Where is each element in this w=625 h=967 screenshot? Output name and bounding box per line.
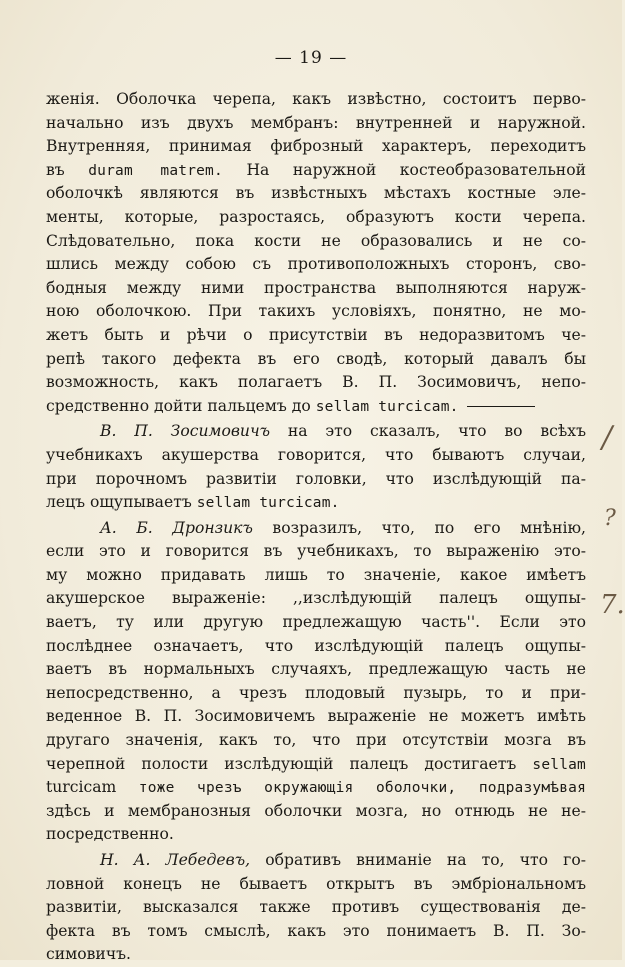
text-line: ловной конецъ не бываетъ открытъ въ эмбріональномъ [46, 874, 586, 893]
text-line: Внутренняя, принимая фиброзный характеръ, переходитъ [46, 137, 586, 156]
text-line: посредственно. [46, 825, 174, 844]
text-line: ваетъ въ нормальныхъ случаяхъ, предлежащую часть не [46, 660, 586, 679]
paragraph [46, 517, 586, 847]
text-line: если это и говорится въ учебникахъ, то выраженію это- [46, 542, 586, 561]
page-number: — 19 — [274, 48, 348, 68]
latin-term: тоже чрезъ окружающія оболочки, подразумѣвая [116, 780, 586, 797]
text-line: жетъ быть и рѣчи о присутствіи въ недоразвитомъ че- [46, 325, 586, 344]
text-line: акушерское выраженіе: ,,изслѣдующій палецъ ощупы- [46, 589, 586, 608]
paragraph [46, 849, 586, 967]
text-line: му можно придавать лишь то значеніе, какое имѣетъ [46, 565, 586, 584]
latin-term: duram matrem. [88, 162, 223, 179]
text-line: turcicam тоже чрезъ окружающія оболочки, подразумѣвая [46, 778, 586, 797]
text-line: веденное В. П. Зосимовичемъ выраженіе не можетъ имѣть [46, 707, 586, 726]
paragraph [46, 88, 586, 418]
text-line: при порочномъ развитіи головки, что изслѣдующій па- [46, 469, 586, 488]
text-line: въ duram matrem. На наружной костеобразовательной [46, 160, 586, 179]
margin-mark: / [602, 420, 613, 455]
text-line: начально изъ двухъ мембранъ: внутренней и наружной. [46, 113, 586, 132]
line-filler-rule [467, 406, 535, 407]
text-line: женія. Оболочка черепа, какъ извѣстно, состоитъ перво- [46, 90, 586, 108]
document-body [46, 88, 586, 967]
text-line: Слѣдовательно, пока кости не образовались и не со- [46, 231, 586, 250]
text-line: развитіи, высказался также противъ существованія де- [46, 898, 586, 917]
text-line: лецъ ощупываетъ sellam turcicam. [46, 493, 340, 512]
text-line: здѣсь и мембранозныя оболочки мозга, но отнюдь не не- [46, 801, 586, 820]
text-line: В. П. Зосимовичъ на это сказалъ, что во всѣхъ [100, 422, 587, 441]
latin-term: sellam turcicam. [196, 495, 340, 512]
latin-term: sellam turcicam. [315, 398, 459, 415]
text-line: симовичъ. [46, 945, 132, 964]
text-line: непосредственно, а чрезъ плодовый пузырь, то и при- [46, 683, 586, 702]
text-line: А. Б. Дронзикъ возразилъ, что, по его мнѣнію, [100, 518, 586, 537]
text-line: средственно дойти пальцемъ до sellam turcicam. [46, 395, 586, 419]
text-line: шлись между собою съ противоположныхъ сторонъ, сво- [46, 255, 586, 274]
text-line: черепной полости изслѣдующій палецъ достигаетъ sellam [46, 754, 586, 773]
text-line: ною оболочкою. При такихъ условіяхъ, понятно, не мо- [46, 302, 586, 321]
text-line: другаго значенія, какъ то, что при отсутствіи мозга въ [46, 731, 586, 750]
text-line: послѣднее означаетъ, что изслѣдующій палецъ ощупы- [46, 636, 586, 655]
text-line: учебникахъ акушерства говорится, что бываютъ случаи, [46, 445, 586, 464]
latin-term: sellam [532, 756, 586, 773]
speaker-name: В. П. Зосимовичъ [100, 422, 271, 441]
paragraph [46, 420, 586, 514]
speaker-name: Н. А. Лебедевъ, [100, 851, 251, 869]
text-line: менты, которые, разростаясь, образуютъ кости черепа. [46, 207, 586, 226]
text-line: репѣ такого дефекта въ его сводѣ, который давалъ бы [46, 349, 586, 368]
margin-mark: 7. [600, 590, 625, 620]
speaker-name: А. Б. Дронзикъ [100, 518, 253, 537]
text-line: Н. А. Лебедевъ, обративъ вниманіе на то, что го- [100, 851, 586, 869]
text-line: возможность, какъ полагаетъ В. П. Зосимовичъ, непо- [46, 373, 586, 392]
margin-mark: ? [604, 506, 616, 531]
text-line: оболочкѣ являются въ извѣстныхъ мѣстахъ костные эле- [46, 184, 586, 203]
text-line: ваетъ, ту или другую предлежащую часть''. Если это [46, 613, 586, 632]
text-line: бодныя между ними пространства выполняются наруж- [46, 278, 586, 297]
text-line: фекта въ томъ смыслѣ, какъ это понимаетъ В. П. Зо- [46, 921, 586, 940]
